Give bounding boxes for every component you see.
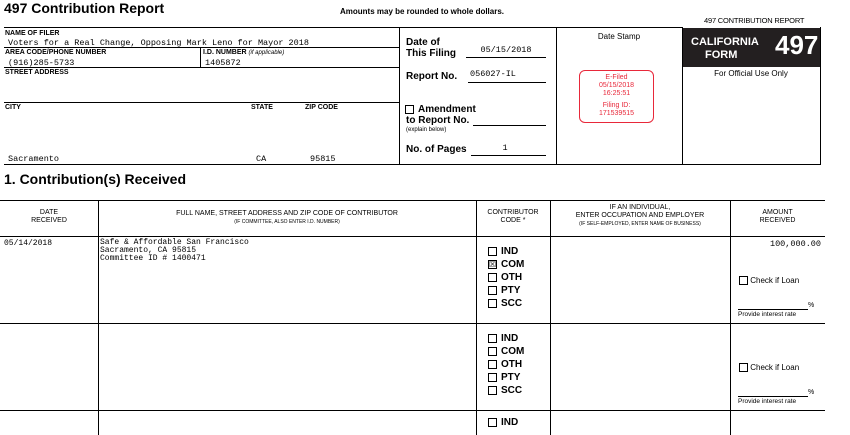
row-1-ind-checkbox[interactable] (488, 247, 497, 256)
code-label-com: COM (501, 346, 525, 357)
phone-value[interactable]: (916)285-5733 (8, 58, 75, 68)
code-label-pty: PTY (501, 372, 521, 383)
stamp-line-2: 05/15/2018 (598, 82, 635, 89)
col-header-date-line2: RECEIVED (31, 217, 67, 224)
col-header-date-line1: DATE (39, 209, 59, 216)
row-1-contributor[interactable] (100, 239, 249, 263)
row-3-code-ind[interactable] (488, 416, 518, 429)
stamp-line-1: E-Filed (605, 74, 628, 81)
row-1-contributor-id: Committee ID # 1400471 (100, 254, 206, 263)
col-header-code (476, 209, 550, 225)
code-label-ind: IND (501, 246, 519, 257)
zip-value[interactable]: 95815 (310, 154, 336, 164)
official-use-label: For Official Use Only (714, 69, 788, 78)
row-2-codes (488, 332, 524, 397)
report-number-value[interactable]: 056027-IL (470, 69, 516, 79)
col-header-name-line1: FULL NAME, STREET ADDRESS AND ZIP CODE OF CONTRIBUTOR (176, 210, 398, 217)
row-2-loan-checkbox[interactable] (739, 363, 748, 372)
row-1-code-ind[interactable] (488, 245, 524, 258)
date-stamp-label: Date Stamp (597, 32, 641, 41)
col-header-date (0, 209, 98, 225)
col-header-occupation-note: (IF SELF-EMPLOYED, ENTER NAME OF BUSINESS) (579, 221, 701, 227)
amendment-label (418, 104, 476, 115)
row-1-code-scc[interactable] (488, 297, 524, 310)
california-form-box (683, 28, 820, 67)
stamp-line-5: 171539515 (598, 110, 635, 117)
code-label-scc: SCC (501, 298, 523, 309)
rounding-note: Amounts may be rounded to whole dollars. (340, 7, 505, 16)
row-1-contributor-name: Safe & Affordable San Francisco (100, 238, 249, 247)
row-1-loan-checkbox[interactable] (739, 276, 748, 285)
code-label-pty: PTY (501, 285, 521, 296)
amendment-report-label: to Report No. (406, 115, 470, 126)
filer-name-value[interactable]: Voters for a Real Change, Opposing Mark Leno for Mayor 2018 (8, 38, 309, 48)
id-number-note: (if applicable) (248, 50, 285, 56)
row-2-code-oth[interactable] (488, 358, 524, 371)
amendment-note: (explain below) (406, 127, 447, 133)
col-header-occupation-line2: ENTER OCCUPATION AND EMPLOYER (575, 212, 705, 219)
row-2-code-pty[interactable] (488, 371, 524, 384)
california-label: CALIFORNIA (691, 36, 759, 48)
code-label-ind: IND (501, 333, 519, 344)
row-2-interest-label: Provide interest rate (738, 398, 797, 405)
form-number: 497 (775, 30, 819, 60)
row-2-pty-checkbox[interactable] (488, 373, 497, 382)
row-1-code-com[interactable] (488, 258, 524, 271)
row-1-amount[interactable]: 100,000.00 (769, 239, 821, 249)
report-number-label: Report No. (406, 71, 458, 82)
row-2-oth-checkbox[interactable] (488, 360, 497, 369)
row-1-interest-label: Provide interest rate (738, 311, 797, 318)
col-header-name (98, 210, 476, 226)
pages-value[interactable]: 1 (502, 143, 508, 153)
row-1-com-checkbox[interactable]: ☒ (489, 259, 497, 269)
city-value[interactable]: Sacramento (8, 154, 60, 164)
row-2-percent: % (808, 389, 815, 396)
zip-label: ZIP CODE (305, 104, 338, 111)
efiled-stamp (579, 70, 654, 123)
row-1-percent: % (808, 302, 815, 309)
row-2-code-ind[interactable] (488, 332, 524, 345)
row-2-loan-label: Check if Loan (750, 363, 800, 372)
col-header-occupation-line1: IF AN INDIVIDUAL, (609, 204, 671, 211)
id-number-label (203, 49, 284, 56)
col-header-code-line1: CONTRIBUTOR (487, 209, 539, 216)
col-header-amount (730, 209, 825, 225)
row-1-pty-checkbox[interactable] (488, 286, 497, 295)
col-header-amount-line1: AMOUNT (762, 209, 793, 216)
row-1-loan-label: Check if Loan (750, 276, 800, 285)
col-header-code-line2: CODE * (500, 217, 526, 224)
row-1-codes (488, 245, 524, 310)
state-value[interactable]: CA (256, 154, 267, 164)
row-3-codes (488, 416, 518, 429)
id-number-label-text: I.D. NUMBER (203, 49, 247, 56)
row-1-contributor-city: Sacramento, CA 95815 (100, 246, 197, 255)
phone-label: AREA CODE/PHONE NUMBER (5, 49, 107, 56)
code-label-scc: SCC (501, 385, 523, 396)
code-label-com: COM (501, 259, 525, 270)
street-label: STREET ADDRESS (5, 69, 69, 76)
form-reference: 497 CONTRIBUTION REPORT (704, 16, 805, 25)
row-2-code-scc[interactable] (488, 384, 524, 397)
code-label-ind: IND (501, 417, 519, 428)
pages-label: No. of Pages (406, 144, 467, 155)
state-label: STATE (251, 104, 273, 111)
filer-name-label: NAME OF FILER (5, 30, 60, 37)
code-label-oth: OTH (501, 359, 523, 370)
section-title: 1. Contribution(s) Received (4, 171, 187, 187)
row-2-loan[interactable] (739, 363, 799, 372)
form-label: FORM (705, 49, 738, 61)
col-header-name-note: (IF COMMITTEE, ALSO ENTER I.D. NUMBER) (234, 219, 340, 225)
filing-date-label (406, 37, 456, 59)
col-header-occupation (550, 204, 730, 228)
row-1-loan[interactable] (739, 276, 799, 285)
row-1-code-oth[interactable] (488, 271, 524, 284)
row-1-code-pty[interactable] (488, 284, 524, 297)
stamp-line-3: 16:25:51 (602, 90, 631, 97)
row-1-oth-checkbox[interactable] (488, 273, 497, 282)
amendment-label-line1: Amendment (418, 104, 476, 115)
col-header-amount-line2: RECEIVED (759, 217, 796, 224)
row-1-date[interactable]: 05/14/2018 (4, 239, 53, 248)
row-2-ind-checkbox[interactable] (488, 334, 497, 343)
row-1-scc-checkbox[interactable] (488, 299, 497, 308)
filing-date-label-line1: Date of (406, 37, 440, 48)
id-number-value[interactable]: 1405872 (205, 58, 241, 68)
row-2-com-checkbox[interactable] (488, 347, 497, 356)
city-label: CITY (5, 104, 21, 111)
report-title: 497 Contribution Report (4, 0, 165, 16)
amendment-checkbox[interactable] (405, 105, 414, 114)
row-3-ind-checkbox[interactable] (488, 418, 497, 427)
stamp-line-4: Filing ID: (602, 102, 631, 109)
filing-date-value[interactable]: 05/15/2018 (480, 45, 532, 55)
filing-date-label-line2: This Filing (406, 48, 456, 59)
row-2-scc-checkbox[interactable] (488, 386, 497, 395)
row-2-code-com[interactable] (488, 345, 524, 358)
code-label-oth: OTH (501, 272, 523, 283)
